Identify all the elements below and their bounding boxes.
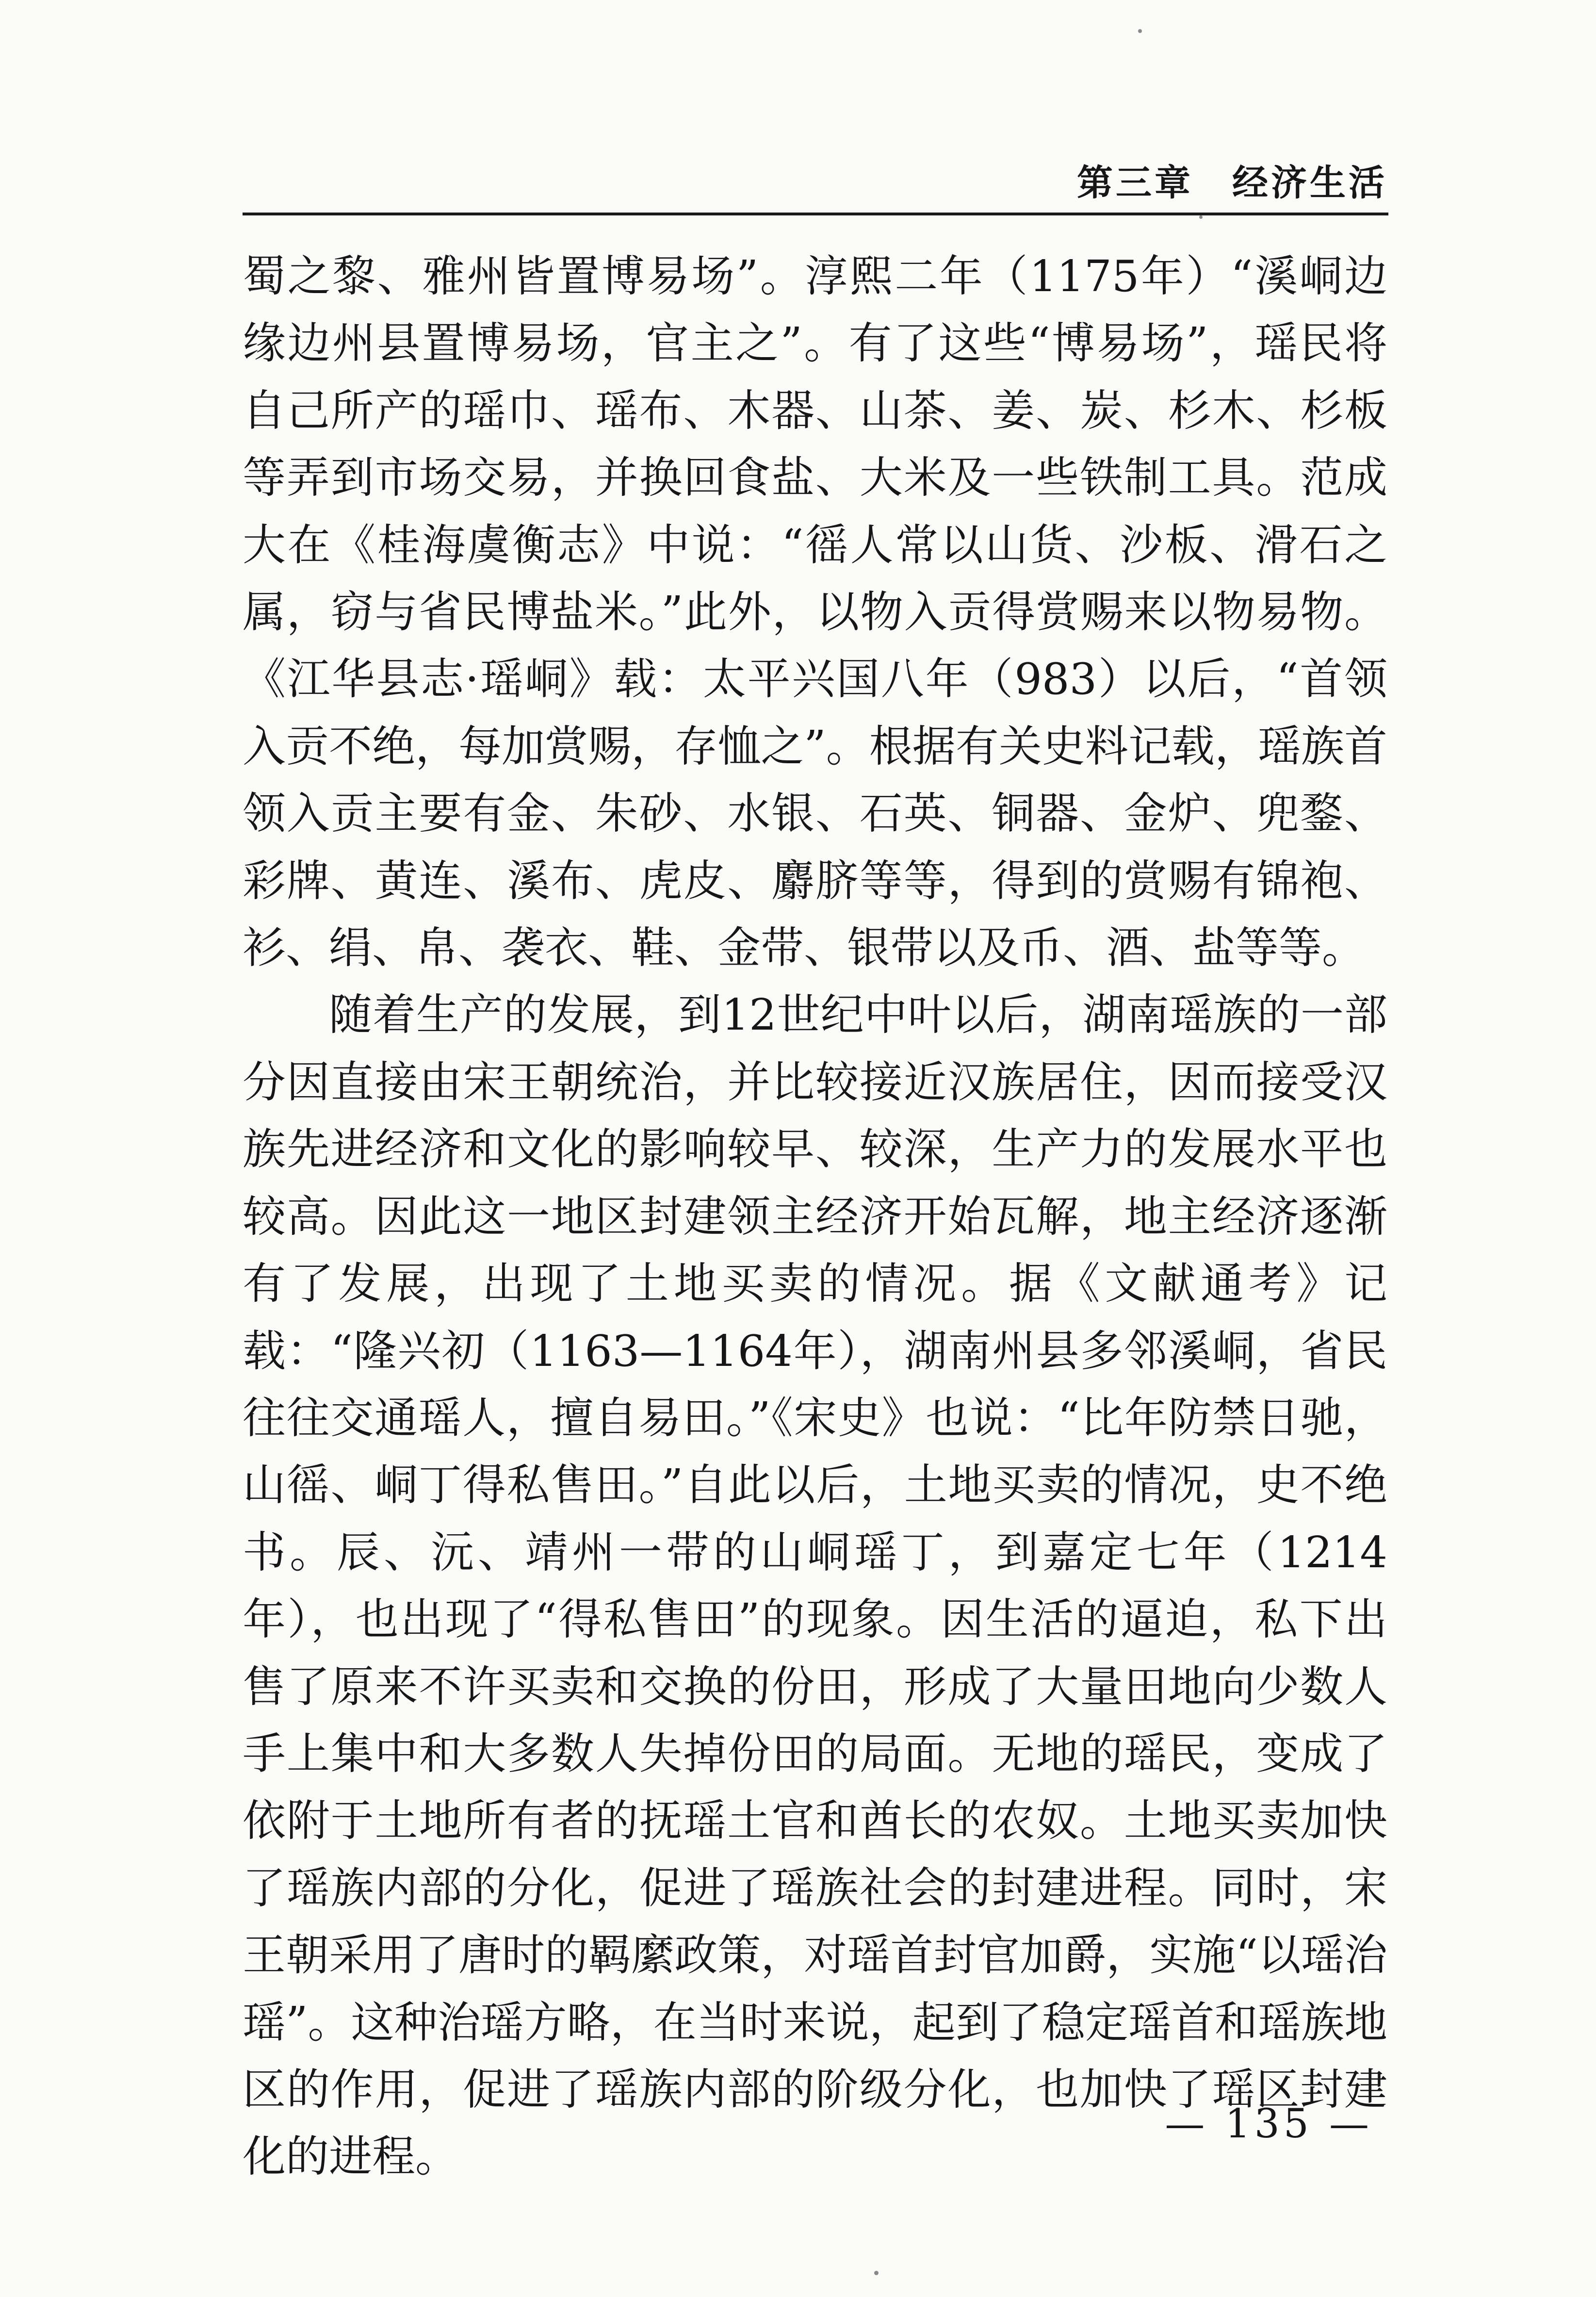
- header-rule: [243, 213, 1388, 215]
- running-header-title: 第三章 经济生活: [1077, 162, 1387, 204]
- scan-speck: [874, 2271, 879, 2275]
- paragraph-2: 随着生产的发展，到12世纪中叶以后，湖南瑶族的一部分因直接由宋王朝统治，并比较接近汉族居住，因而接受汉族先进经济和文化的影响较早、较深，生产力的发展水平也较高。因此这一地区封建领主经济开始瓦解，地主经济逐渐有了发展，出现了土地买卖的情况。据《文献通考》记载：“隆兴初（1163—1164年），湖南州县多邻溪峒，省民往往交通瑶人，擅自易田。”《宋史》也说：“比年防禁日驰，山徭、峒丁得私售田。”自此以后，土地买卖的情况，史不绝书。辰、沅、靖州一带的山峒瑶丁，到嘉定七年（1214年），也出现了“得私售田”的现象。因生活的逼迫，私下出售了原来不许买卖和交换的份田，形成了大量田地向少数人手上集中和大多数人失掉份田的局面。无地的瑶民，变成了依附于土地所有者的抚瑶土官和酋长的农奴。土地买卖加快了瑶族内部的分化，促进了瑶族社会的封建进程。同时，宋王朝采用了唐时的羁縻政策，对瑶首封官加爵，实施“以瑶治瑶”。这种治瑶方略，在当时来说，起到了稳定瑶首和瑶族地区的作用，促进了瑶族内部的阶级分化，也加快了瑶区封建化的进程。: [243, 989, 1387, 2182]
- page-number: — 135 —: [1165, 2101, 1373, 2147]
- scan-speck: [1138, 29, 1142, 33]
- paragraph-1: 蜀之黎、雅州皆置博易场”。淳熙二年（1175年）“溪峒边缘边州县置博易场，官主之”。有了这些“博易场”，瑶民将自己所产的瑶巾、瑶布、木器、山茶、姜、炭、杉木、杉板等弄到市场交易，并换回食盐、大米及一些铁制工具。范成大在《桂海虞衡志》中说：“徭人常以山货、沙板、滑石之属，窃与省民博盐米。”此外，以物入贡得赏赐来以物易物。《江华县志·瑶峒》载：太平兴国八年（983）以后，“首领入贡不绝，每加赏赐，存恤之”。根据有关史料记载，瑶族首领入贡主要有金、朱砂、水银、石英、铜器、金炉、兜鍪、彩牌、黄连、溪布、虎皮、麝脐等等，得到的赏赐有锦袍、衫、绢、帛、袭衣、鞋、金带、银带以及币、酒、盐等等。: [243, 251, 1387, 973]
- scan-speck: [1199, 215, 1203, 219]
- body-text: [243, 243, 1387, 2190]
